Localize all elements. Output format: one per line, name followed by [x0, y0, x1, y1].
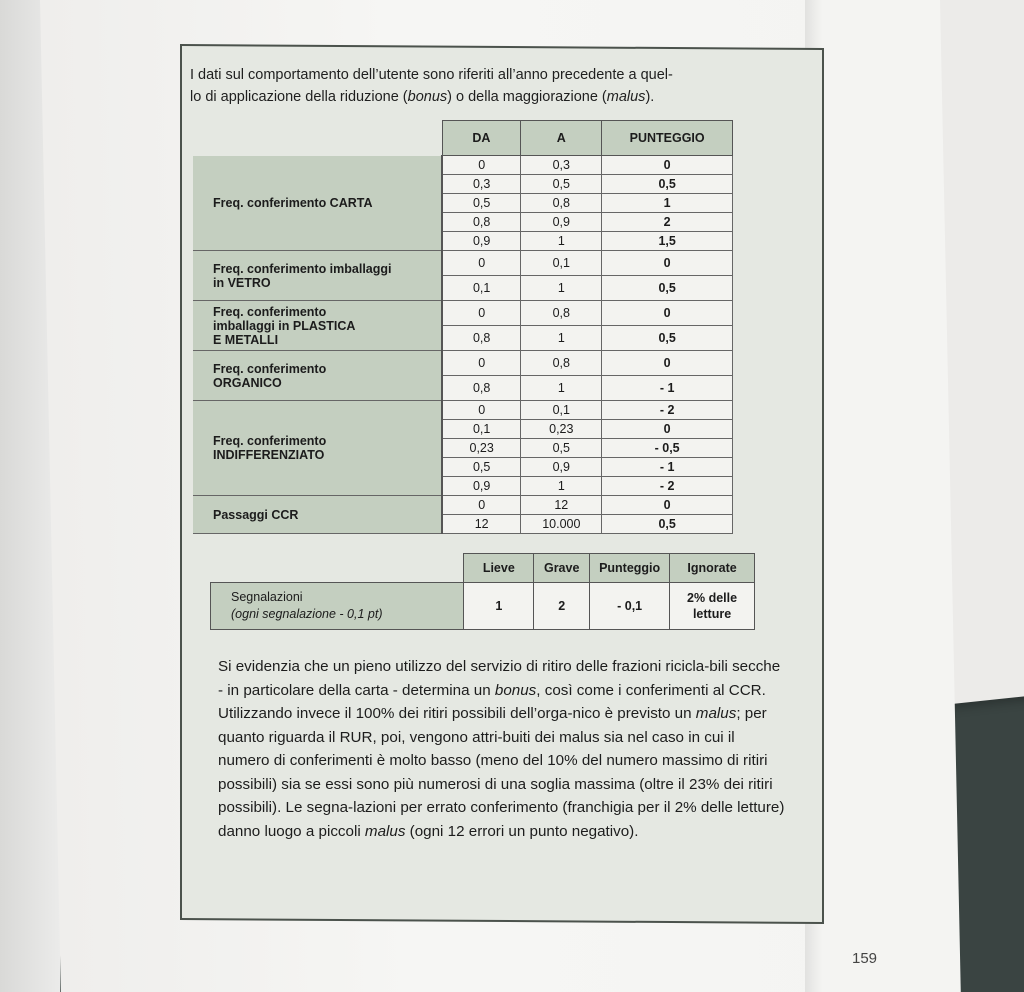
cell-da: 0,23	[442, 439, 521, 458]
category-label-line: ORGANICO	[213, 375, 282, 390]
reports-header	[211, 554, 755, 583]
cell-da: 0	[442, 401, 521, 420]
category-label-line: in VETRO	[213, 275, 271, 290]
category-label	[193, 156, 442, 251]
category-label-line: Freq. conferimento imballaggi	[213, 261, 392, 276]
header-punteggio: PUNTEGGIO	[602, 121, 733, 156]
body-part1: Si evidenzia che un pieno utilizzo del servizio di ritiro delle frazioni ricicla-bili secche - in particolare della carta - determina un	[218, 658, 781, 699]
reports-punteggio-value: - 0,1	[590, 583, 670, 630]
reports-table	[210, 553, 755, 630]
reports-lieve-value: 1	[464, 583, 534, 630]
cell-da: 0,8	[442, 213, 521, 232]
category-label	[193, 401, 442, 496]
body-bonus: bonus	[494, 681, 537, 699]
body-part2: , così come i conferimenti al CCR. Utilizzando invece il 100% dei ritiri possibili dell’orga-nico è previsto un	[218, 681, 766, 722]
cell-a: 10.000	[521, 515, 602, 534]
cell-da: 0	[442, 301, 521, 326]
cell-punteggio: 1,5	[602, 232, 733, 251]
body-part4: (ogni 12 errori un punto negativo).	[405, 822, 639, 840]
cell-a: 1	[521, 376, 602, 401]
cell-da: 0,5	[442, 458, 521, 477]
cell-punteggio: 0	[602, 251, 733, 276]
reports-grave-value: 2	[534, 583, 590, 630]
table-row	[193, 401, 733, 420]
cell-da: 0	[442, 251, 521, 276]
reports-header-punteggio: Punteggio	[590, 554, 670, 583]
reports-header-lieve: Lieve	[464, 554, 534, 583]
cell-punteggio: - 1	[602, 458, 733, 477]
intro-text	[190, 64, 710, 108]
cell-da: 0,8	[442, 376, 521, 401]
cell-a: 1	[521, 326, 602, 351]
page-number: 159	[852, 950, 878, 967]
header-a: A	[521, 121, 602, 156]
cell-punteggio: 0	[602, 420, 733, 439]
cell-da: 0,5	[442, 194, 521, 213]
cell-a: 1	[521, 276, 602, 301]
cell-a: 0,8	[521, 301, 602, 326]
cell-punteggio: 0	[602, 301, 733, 326]
reports-label-line2: (ogni segnalazione - 0,1 pt)	[231, 607, 383, 621]
category-label-line: imballaggi in PLASTICA	[213, 318, 356, 333]
cell-punteggio: - 1	[602, 376, 733, 401]
cell-punteggio: 0,5	[602, 326, 733, 351]
cell-a: 0,8	[521, 194, 602, 213]
cell-punteggio: 1	[602, 194, 733, 213]
intro-malus: malus	[606, 89, 646, 105]
cell-a: 0,1	[521, 401, 602, 420]
reports-label	[211, 583, 464, 630]
reports-header-grave: Grave	[534, 554, 590, 583]
reports-row	[211, 583, 755, 630]
table-row	[193, 351, 733, 376]
cell-da: 0	[442, 351, 521, 376]
category-label	[193, 351, 442, 401]
cell-da: 0,1	[442, 276, 521, 301]
category-label	[193, 301, 442, 351]
cell-punteggio: 0,5	[602, 276, 733, 301]
category-label-line: INDIFFERENZIATO	[213, 448, 325, 462]
category-label-line: Freq. conferimento	[213, 361, 327, 376]
body-part3: ; per quanto riguarda il RUR, poi, vengono attri-buiti dei malus sia nel caso in cui il numero di conferimenti è molto basso (meno del 10% del numero massimo di ritiri possibili) sia se essi sono più numerosi di una soglia massima (oltre il 23% dei ritiri possibili). Le segna-lazioni per errato conferimento (franchigia per il 2% delle letture) danno luogo a piccoli	[218, 705, 785, 840]
cell-punteggio: - 2	[602, 401, 733, 420]
cell-punteggio: - 2	[602, 477, 733, 496]
reports-header-ignorate: Ignorate	[670, 554, 755, 583]
cell-a: 0,8	[521, 351, 602, 376]
cell-punteggio: 0	[602, 496, 733, 515]
cell-da: 0	[442, 156, 521, 175]
table-row	[193, 251, 733, 276]
cell-a: 0,3	[521, 156, 602, 175]
cell-da: 0,8	[442, 326, 521, 351]
score-table	[193, 120, 733, 534]
cell-da: 0,3	[442, 175, 521, 194]
cell-da: 0,1	[442, 420, 521, 439]
cell-da: 12	[442, 515, 521, 534]
cell-punteggio: 0	[602, 156, 733, 175]
category-label-line: Freq. conferimento	[213, 304, 327, 319]
score-table-header	[193, 121, 733, 156]
category-label-line: Freq. conferimento CARTA	[213, 195, 373, 210]
category-label	[193, 496, 442, 534]
cell-punteggio: 0	[602, 351, 733, 376]
intro-line2-b: ) o della maggiorazione (	[447, 89, 607, 105]
cell-a: 0,1	[521, 251, 602, 276]
reports-ignorate-value: 2% delle letture	[670, 583, 755, 630]
cell-a: 1	[521, 477, 602, 496]
category-label	[193, 251, 442, 301]
header-blank	[193, 121, 442, 156]
category-label-line: Passaggi CCR	[213, 507, 299, 522]
category-label-line: Freq. conferimento	[213, 434, 327, 448]
cell-a: 12	[521, 496, 602, 515]
reports-label-line1: Segnalazioni	[231, 590, 303, 604]
score-table-body	[193, 156, 733, 534]
cell-punteggio: - 0,5	[602, 439, 733, 458]
intro-line1: I dati sul comportamento dell’utente sono riferiti all’anno precedente a quel-	[190, 67, 673, 83]
cell-a: 0,9	[521, 458, 602, 477]
body-malus1: malus	[695, 705, 737, 722]
cell-punteggio: 2	[602, 213, 733, 232]
category-label-line: E METALLI	[213, 332, 279, 347]
cell-punteggio: 0,5	[602, 175, 733, 194]
reports-header-blank	[211, 554, 464, 583]
cell-a: 0,9	[521, 213, 602, 232]
cell-a: 0,5	[521, 175, 602, 194]
cell-da: 0	[442, 496, 521, 515]
intro-bonus: bonus	[407, 89, 448, 105]
header-da: DA	[442, 121, 521, 156]
cell-da: 0,9	[442, 232, 521, 251]
table-row	[193, 156, 733, 175]
cell-da: 0,9	[442, 477, 521, 496]
table-row	[193, 496, 733, 515]
cell-a: 1	[521, 232, 602, 251]
cell-a: 0,23	[521, 420, 602, 439]
cell-punteggio: 0,5	[602, 515, 733, 534]
table-row	[193, 301, 733, 326]
cell-a: 0,5	[521, 439, 602, 458]
intro-line2-a: lo di applicazione della riduzione (	[190, 89, 408, 105]
intro-line2-c: ).	[645, 89, 655, 105]
body-malus2: malus	[364, 822, 406, 840]
body-paragraph	[218, 655, 786, 843]
